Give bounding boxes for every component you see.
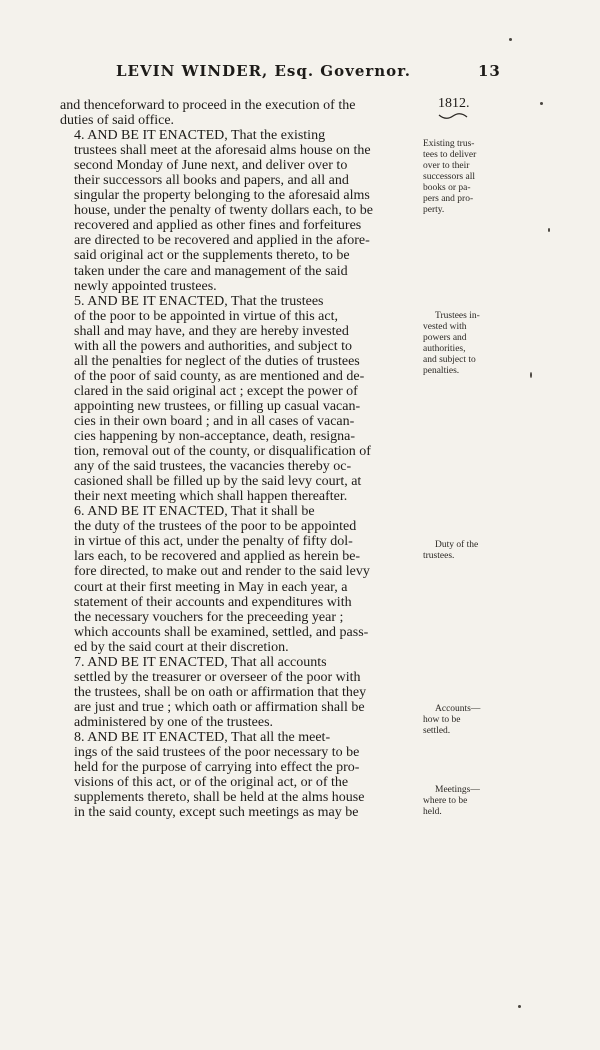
text-line: 7. AND BE IT ENACTED, That all accounts [74, 654, 327, 670]
text-line: are just and true ; which oath or affirmation shall be [74, 699, 365, 715]
text-line: visions of this act, or of the original act, or of the [74, 775, 349, 791]
text-line: all the penalties for neglect of the duties of trustees [74, 353, 360, 369]
note-line: Existing trus- [423, 139, 475, 149]
note-line: where to be [423, 796, 468, 806]
note-line: Trustees in- [435, 311, 480, 321]
note-line: penalties. [423, 366, 460, 376]
header-title: LEVIN WINDER, Esq. Governor. [116, 62, 411, 80]
text-line: recovered and applied as other fines and forfeitures [74, 218, 362, 234]
note-line: Accounts— [435, 704, 481, 714]
year-swash-ornament [438, 112, 468, 122]
text-line: ed by the said court at their discretion. [74, 639, 289, 655]
note-line: pers and pro- [423, 194, 474, 204]
text-line: taken under the care and management of the said [74, 263, 348, 279]
text-line: casioned shall be filled up by the said levy court, at [74, 474, 362, 490]
text-line: which accounts shall be examined, settled, and pass- [74, 624, 369, 640]
section-7 [60, 655, 417, 730]
text-line: the duty of the trustees of the poor to be appointed [74, 519, 357, 535]
note-line: successors all [423, 172, 475, 182]
marginal-note-existing-trustees [423, 139, 508, 216]
text-line: and thenceforward to proceed in the execution of the [60, 98, 356, 113]
note-line: how to be [423, 715, 461, 725]
note-line: vested with [423, 322, 467, 332]
note-line: held. [423, 807, 442, 817]
text-line: any of the said trustees, the vacancies thereby oc- [74, 459, 352, 475]
note-line: Meetings— [435, 785, 480, 795]
text-line: trustees shall meet at the aforesaid alms house on the [74, 143, 371, 159]
note-line: powers and [423, 333, 467, 343]
text-line: the trustees, shall be on oath or affirmation that they [74, 684, 367, 700]
note-line: tees to deliver [423, 150, 477, 160]
text-line: of the poor of said county, as are mentioned and de- [74, 368, 365, 384]
text-line: second Monday of June next, and deliver over to [74, 158, 348, 174]
text-line: are directed to be recovered and applied in the afore- [74, 233, 370, 249]
note-line: and subject to [423, 355, 476, 365]
text-line: with all the powers and authorities, and subject to [74, 338, 352, 354]
text-line: singular the property belonging to the aforesaid alms [74, 188, 370, 204]
text-line: in virtue of this act, under the penalty of fifty dol- [74, 534, 353, 550]
year-marginal: 1812. [438, 96, 470, 111]
text-line: their next meeting which shall happen thereafter. [74, 489, 348, 505]
text-line: said original act or the supplements thereto, to be [74, 248, 350, 264]
text-line: held for the purpose of carrying into effect the pro- [74, 760, 360, 776]
note-line: trustees. [423, 551, 455, 561]
marginal-note-trustees-invested [423, 311, 508, 377]
text-line: appointing new trustees, or filling up casual vacan- [74, 398, 361, 414]
section-5 [60, 294, 417, 505]
note-line: authorities, [423, 344, 466, 354]
marginal-note-accounts [423, 704, 508, 737]
text-line: fore directed, to make out and render to the said levy [74, 564, 370, 580]
text-line: tion, removal out of the county, or disqualification of [74, 444, 371, 460]
section-6 [60, 504, 417, 654]
text-line: cies happening by non-acceptance, death, resigna- [74, 429, 356, 445]
text-line: house, under the penalty of twenty dollars each, to be [74, 203, 373, 219]
text-line: cies in their own board ; and in all cases of vacan- [74, 413, 355, 429]
paper-speck [530, 372, 532, 378]
text-line: supplements thereto, shall be held at the alms house [74, 790, 365, 806]
text-line: statement of their accounts and expenditures with [74, 594, 352, 610]
text-line: shall and may have, and they are hereby invested [74, 323, 349, 339]
marginal-note-duty [423, 540, 508, 562]
text-line: ings of the said trustees of the poor necessary to be [74, 745, 360, 761]
note-line: perty. [423, 205, 445, 215]
text-line: administered by one of the trustees. [74, 714, 274, 730]
page-number: 13 [478, 62, 501, 80]
paper-speck [509, 38, 512, 41]
text-line: of the poor to be appointed in virtue of this act, [74, 308, 338, 324]
text-line: newly appointed trustees. [74, 278, 217, 294]
paper-speck [518, 1005, 521, 1008]
paper-speck [548, 228, 550, 232]
text-line: clared in the said original act ; except the power of [74, 383, 358, 399]
body-text [60, 98, 417, 820]
text-line: their successors all books and papers, and all and [74, 173, 349, 189]
text-line: in the said county, except such meetings as may be [74, 805, 359, 821]
note-line: settled. [423, 726, 451, 736]
text-line: duties of said office. [60, 113, 175, 129]
paper-speck [540, 102, 543, 105]
paragraph-continuation [60, 98, 417, 128]
text-line: court at their first meeting in May in each year, a [74, 579, 348, 595]
section-4 [60, 128, 417, 294]
note-line: books or pa- [423, 183, 471, 193]
note-line: Duty of the [435, 540, 479, 550]
text-line: lars each, to be recovered and applied as herein be- [74, 549, 361, 565]
text-line: 5. AND BE IT ENACTED, That the trustees [74, 293, 324, 309]
marginal-note-meetings [423, 785, 508, 818]
text-line: 6. AND BE IT ENACTED, That it shall be [74, 504, 315, 520]
text-line: settled by the treasurer or overseer of the poor with [74, 669, 361, 685]
text-line: 4. AND BE IT ENACTED, That the existing [74, 128, 326, 144]
text-line: the necessary vouchers for the preceeding year ; [74, 609, 344, 625]
section-8 [60, 730, 417, 820]
text-line: 8. AND BE IT ENACTED, That all the meet- [74, 729, 331, 745]
note-line: over to their [423, 161, 470, 171]
